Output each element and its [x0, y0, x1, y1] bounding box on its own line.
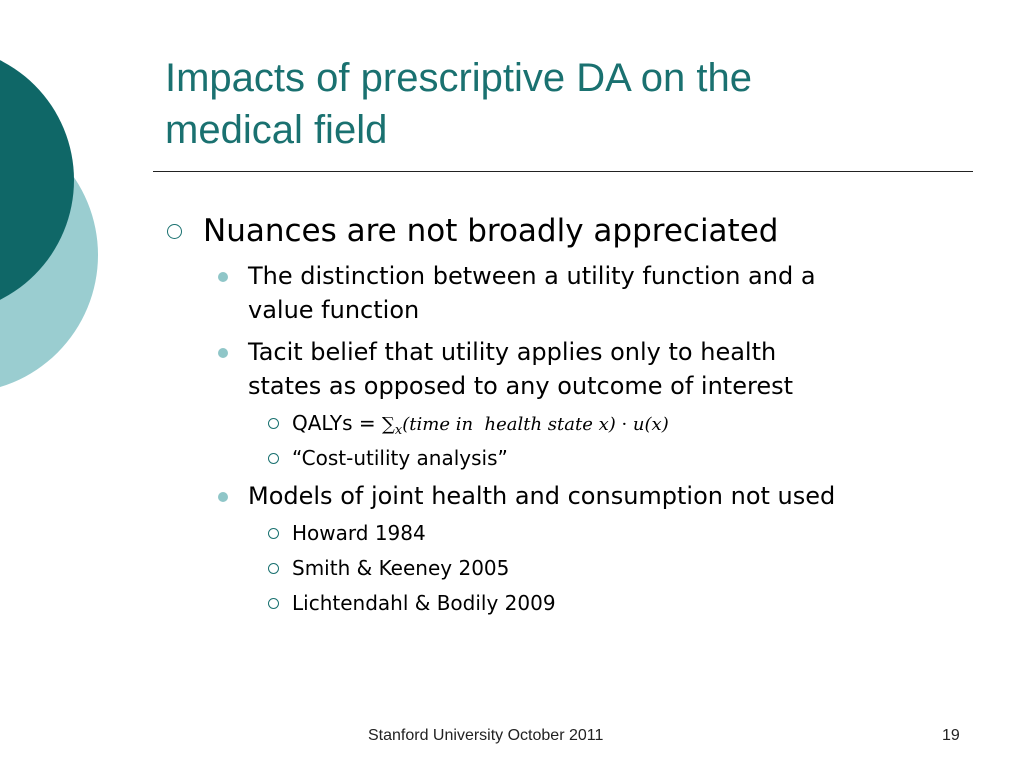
- page-number: 19: [942, 727, 960, 744]
- reference-item: Smith & Keeney 2005: [292, 556, 510, 580]
- ring-bullet-icon: [268, 528, 279, 539]
- sum-index: x: [394, 423, 403, 438]
- reference-item: Howard 1984: [292, 521, 426, 545]
- dot-bullet-icon: [218, 272, 228, 282]
- point-joint-models: Models of joint health and consumption not used: [248, 482, 836, 510]
- point-line: states as opposed to any outcome of interest: [248, 372, 794, 400]
- sum-symbol: ∑: [382, 414, 395, 435]
- point-line: value function: [248, 296, 420, 324]
- ring-bullet-icon: [268, 598, 279, 609]
- heading-bullet: Nuances are not broadly appreciated: [203, 213, 779, 249]
- qalys-label: QALYs =: [292, 411, 376, 435]
- point-line: Tacit belief that utility applies only to health: [248, 338, 777, 366]
- reference-item: Lichtendahl & Bodily 2009: [292, 591, 556, 615]
- formula-utility: u(x): [632, 414, 669, 435]
- qalys-formula-item: [292, 410, 669, 444]
- cost-utility-item: “Cost-utility analysis”: [292, 446, 508, 470]
- formula-body: (time in health state x): [402, 414, 616, 435]
- slide-title-line-2: medical field: [165, 108, 388, 152]
- qalys-formula: [382, 414, 669, 438]
- formula-dot: ·: [615, 414, 633, 435]
- slide-title-line-1: Impacts of prescriptive DA on the: [165, 56, 752, 100]
- footer-text: Stanford University October 2011: [368, 727, 604, 744]
- ring-bullet-icon: [167, 224, 182, 239]
- ring-bullet-icon: [268, 563, 279, 574]
- point-utility-vs-value: [248, 259, 958, 327]
- dot-bullet-icon: [218, 348, 228, 358]
- point-line: The distinction between a utility function and a: [248, 262, 816, 290]
- ring-bullet-icon: [268, 453, 279, 464]
- dot-bullet-icon: [218, 492, 228, 502]
- title-divider: [153, 171, 973, 172]
- ring-bullet-icon: [268, 418, 279, 429]
- point-tacit-belief: [248, 335, 958, 403]
- decorative-circles: [0, 0, 110, 420]
- slide-title: [165, 52, 965, 156]
